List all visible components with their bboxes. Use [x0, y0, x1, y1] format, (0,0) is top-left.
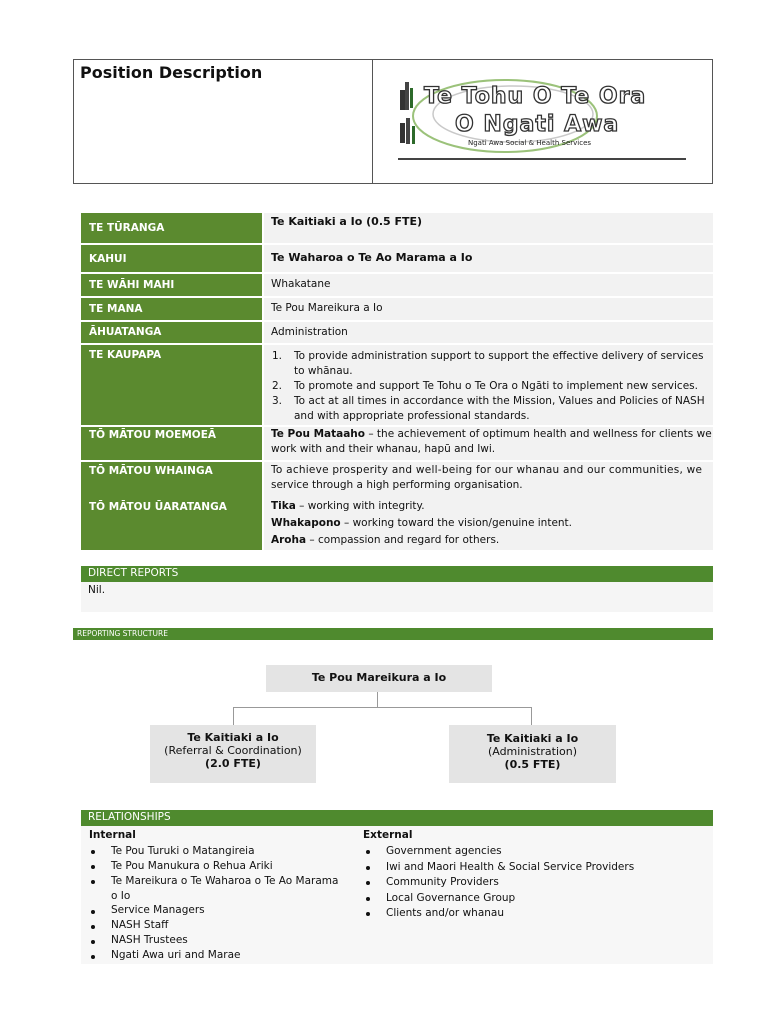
logo-line1: Te Tohu O Te Ora [424, 84, 647, 109]
org-connector-vertical [377, 692, 378, 707]
direct-reports-value: Nil. [88, 584, 106, 596]
kaupapa-num-2: 2. [272, 380, 283, 392]
org-right-fte: (0.5 FTE) [504, 758, 561, 771]
bullet [366, 866, 370, 870]
whainga-line1: To achieve prosperity and well-being for our whanau and our communities, we [271, 464, 703, 476]
org-connector-right [531, 707, 532, 725]
bullet [91, 865, 95, 869]
internal-item: Ngati Awa uri and Marae [111, 949, 241, 961]
kaupapa-item-1-line2: to whānau. [294, 365, 353, 377]
logo-line2: O Ngati Awa [455, 112, 620, 137]
kaupapa-item-2-line1: To promote and support Te Tohu o Te Ora o Ngāti to implement new services. [294, 380, 698, 392]
kaupapa-num-3: 3. [272, 395, 283, 407]
org-right-sub: (Administration) [487, 745, 578, 758]
internal-item: NASH Trustees [111, 934, 188, 946]
reporting-structure-heading: REPORTING STRUCTURE [73, 628, 713, 640]
external-heading: External [363, 829, 413, 841]
org-top-box: Te Pou Mareikura a Io [266, 665, 492, 692]
external-item: Local Governance Group [386, 892, 516, 904]
value-aroha [271, 534, 499, 546]
org-right-box [449, 725, 616, 783]
kaupapa-item-3-line2: and with appropriate professional standards. [294, 410, 530, 422]
org-connector-left [233, 707, 234, 725]
bullet [91, 955, 95, 959]
org-left-fte: (2.0 FTE) [205, 757, 261, 770]
org-left-box [150, 725, 316, 783]
org-right-title: Te Kaitiaki a Io [486, 732, 579, 745]
label-te-wahi-mahi: TE WĀHI MAHI [81, 274, 262, 296]
logo-subtitle: Ngati Awa Social & Health Services [468, 139, 592, 147]
label-ahuatanga: ĀHUATANGA [81, 322, 262, 343]
kaupapa-item-1-line1: To provide administration support to support the effective delivery of services [294, 350, 704, 362]
whainga-line2: service through a high performing organisation. [271, 479, 523, 491]
label-kahui: KAHUI [81, 245, 262, 272]
org-connector-horizontal [233, 707, 532, 708]
internal-item-continuation: o Io [111, 890, 131, 902]
moemoea-line1 [271, 428, 712, 440]
kaupapa-item-3-line1: To act at all times in accordance with the Mission, Values and Policies of NASH [294, 395, 705, 407]
value-te-mana: Te Pou Mareikura a Io [264, 298, 713, 320]
moemoea-line2: work with and their whanau, hapū and Iwi. [271, 443, 496, 455]
value-tika-text: – working with integrity. [295, 500, 425, 512]
header-divider [372, 59, 373, 184]
internal-item: Te Pou Manukura o Rehua Ariki [111, 860, 273, 872]
value-tika [271, 500, 425, 512]
internal-heading: Internal [89, 829, 136, 841]
page-title: Position Description [80, 63, 263, 82]
kaupapa-num-1: 1. [272, 350, 283, 362]
relationships-heading: RELATIONSHIPS [81, 810, 713, 826]
value-kahui: Te Waharoa o Te Ao Marama a Io [264, 245, 713, 272]
value-te-turanga: Te Kaitiaki a Io (0.5 FTE) [264, 213, 713, 243]
direct-reports-heading: DIRECT REPORTS [81, 566, 713, 582]
value-aroha-text: – compassion and regard for others. [306, 534, 500, 546]
moemoea-text: – the achievement of optimum health and wellness for clients we [365, 428, 712, 440]
value-aroha-bold: Aroha [271, 534, 307, 546]
value-tika-bold: Tika [271, 500, 296, 512]
internal-item: Service Managers [111, 904, 205, 916]
value-te-wahi-mahi: Whakatane [264, 274, 713, 296]
logo-underline [398, 158, 686, 160]
bullet [366, 912, 370, 916]
bullet [91, 850, 95, 854]
label-te-kaupapa: TE KAUPAPA [81, 345, 262, 425]
label-te-mana: TE MANA [81, 298, 262, 320]
bullet [91, 880, 95, 884]
direct-reports-area [81, 582, 713, 612]
internal-item: NASH Staff [111, 919, 169, 931]
bullet [366, 881, 370, 885]
value-whakapono [271, 517, 572, 529]
bullet [91, 910, 95, 914]
external-item: Community Providers [386, 876, 499, 888]
bullet [366, 897, 370, 901]
org-left-title: Te Kaitiaki a Io [187, 731, 279, 744]
value-whakapono-bold: Whakapono [271, 517, 341, 529]
internal-item: Te Mareikura o Te Waharoa o Te Ao Marama [111, 875, 339, 887]
bullet [366, 850, 370, 854]
external-item: Government agencies [386, 845, 502, 857]
external-item: Clients and/or whanau [386, 907, 504, 919]
internal-item: Te Pou Turuki o Matangireia [111, 845, 255, 857]
value-whakapono-text: – working toward the vision/genuine intent. [340, 517, 573, 529]
bullet [91, 940, 95, 944]
value-ahuatanga: Administration [264, 322, 713, 343]
org-left-sub: (Referral & Coordination) [164, 744, 302, 757]
label-whainga: TŌ MĀTOU WHAINGA [81, 462, 262, 498]
label-te-turanga: TE TŪRANGA [81, 213, 262, 243]
label-uaratanga: TŌ MĀTOU ŪARATANGA [81, 498, 262, 550]
external-item: Iwi and Maori Health & Social Service Providers [386, 861, 635, 873]
label-moemoea: TŌ MĀTOU MOEMOEĀ [81, 427, 262, 460]
moemoea-bold: Te Pou Mataaho [271, 428, 365, 440]
bullet [91, 925, 95, 929]
